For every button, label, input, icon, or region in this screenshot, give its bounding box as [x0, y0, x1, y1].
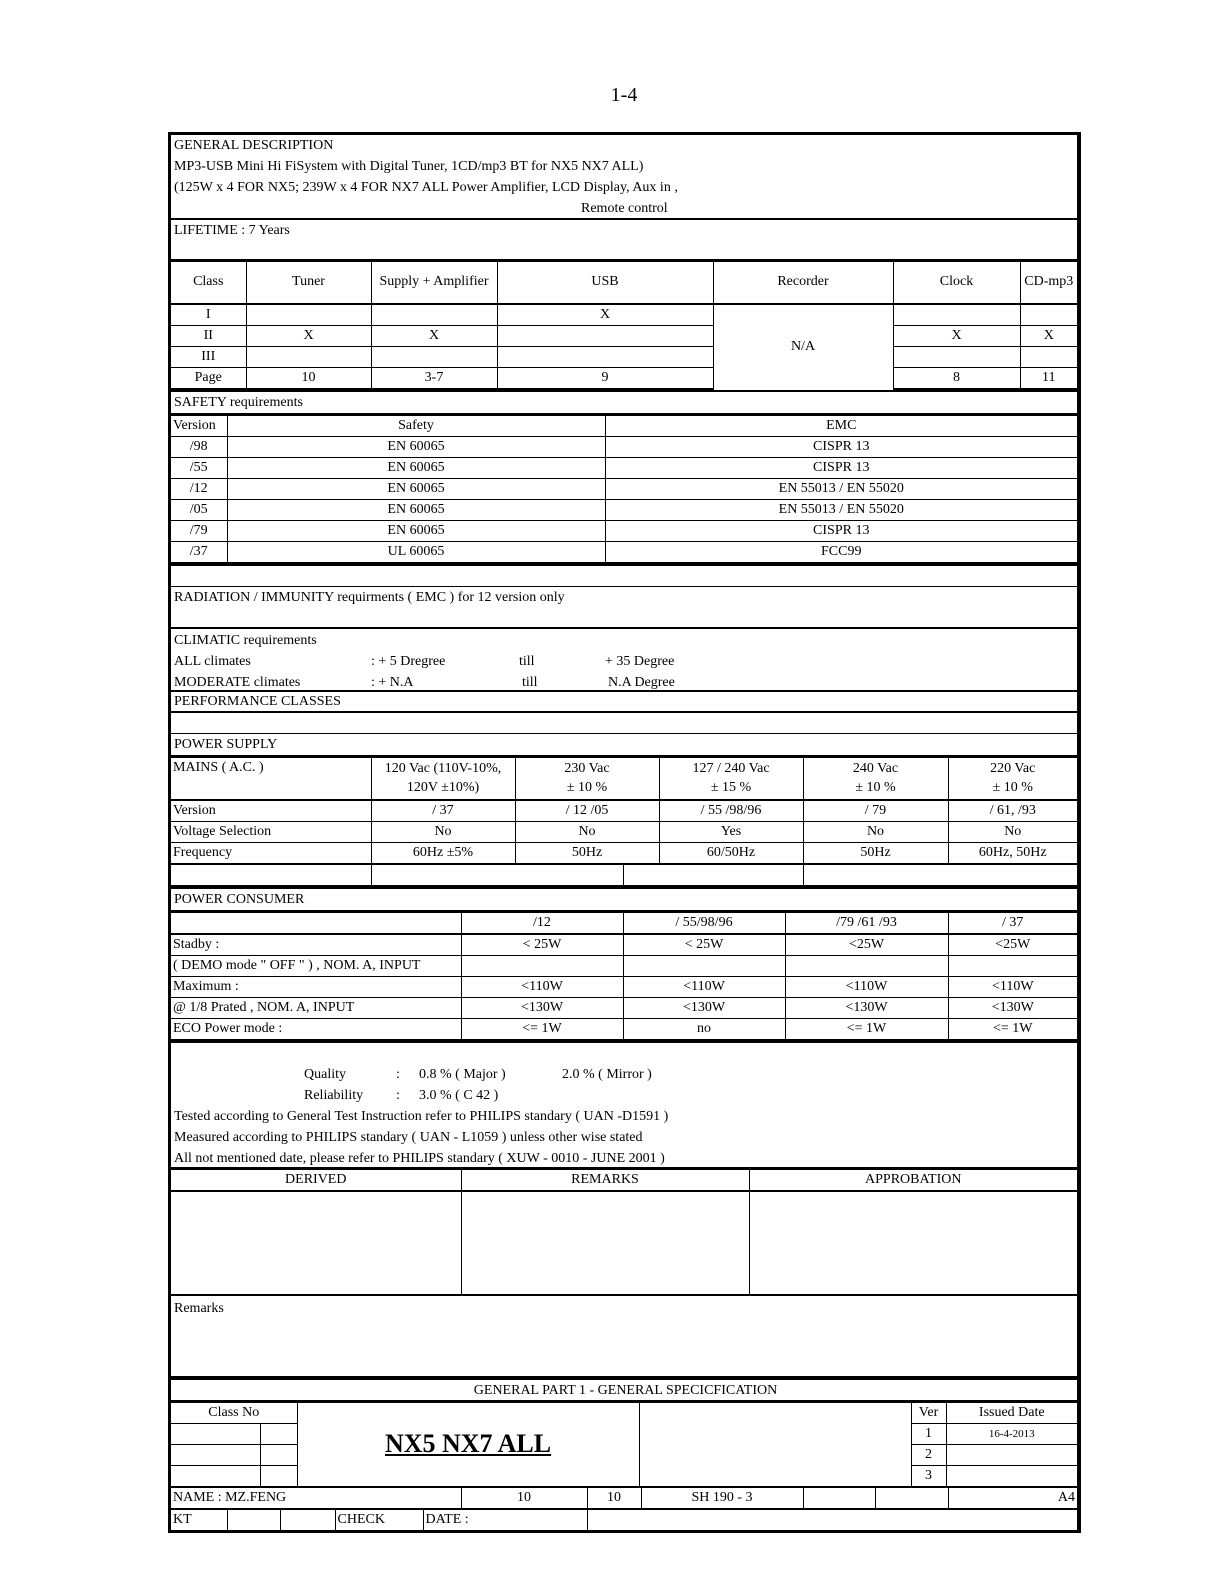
mains-line: ± 10 % [566, 780, 608, 795]
pc-header: /79 /61 /93 [785, 912, 948, 934]
table-cell: <= 1W [948, 1018, 1077, 1040]
class-row [171, 367, 1077, 389]
table-cell: / 79 [803, 800, 948, 822]
cell: 11 [1020, 367, 1077, 389]
cell: X [371, 325, 497, 346]
table-cell: < 25W [623, 934, 785, 956]
class-no-cell [260, 1465, 297, 1486]
table-row [171, 478, 1077, 499]
climate-till: till [519, 653, 535, 669]
mains-line: ± 10 % [992, 780, 1033, 795]
remarks-header: REMARKS [461, 1169, 749, 1191]
table-cell: Version [171, 800, 371, 822]
cell: X [1020, 325, 1077, 346]
class-header: Class [171, 262, 246, 304]
safety-header: EMC [605, 415, 1077, 436]
table-cell: CISPR 13 [605, 520, 1077, 541]
class-no-cell [171, 1444, 260, 1465]
table-cell: EN 60065 [227, 478, 605, 499]
cell [246, 346, 371, 367]
climatic [171, 629, 1077, 692]
pc-header: / 55/98/96 [623, 912, 785, 934]
safety-title: SAFETY requirements [171, 392, 1077, 415]
paper-size: A4 [948, 1487, 1077, 1508]
reliability-value: 3.0 % ( C 42 ) [419, 1087, 499, 1103]
table-cell: 60Hz ±5% [371, 842, 515, 863]
quality-section [171, 1043, 1077, 1169]
power-consumer-title: POWER CONSUMER [171, 889, 1077, 912]
class-no-cell [260, 1444, 297, 1465]
table-cell: 60Hz, 50Hz [948, 842, 1077, 863]
cell: 9 [497, 367, 713, 389]
lifetime [171, 220, 1077, 261]
table-cell: <110W [461, 976, 623, 997]
general-description [171, 135, 1077, 220]
table-cell: / 12 /05 [515, 800, 659, 822]
class-row [171, 325, 1077, 346]
climatic-row [171, 672, 1077, 693]
note: Measured according to PHILIPS standary ( UAN - L1059 ) unless other wise stated [174, 1129, 643, 1145]
table-cell: <130W [623, 997, 785, 1018]
table-cell: UL 60065 [227, 541, 605, 563]
table-cell [785, 955, 948, 976]
table-cell: / 37 [371, 800, 515, 822]
class-no-label: Class No [171, 1402, 297, 1423]
ver-label: Ver [911, 1402, 946, 1423]
derived-header: DERIVED [171, 1169, 461, 1191]
table-cell: <= 1W [785, 1018, 948, 1040]
general-title: GENERAL DESCRIPTION [174, 138, 334, 153]
separator: : [396, 1066, 400, 1082]
mains-line: ± 15 % [710, 780, 752, 795]
safety-header: Safety [227, 415, 605, 436]
table-cell: <25W [785, 934, 948, 956]
power-consumer-table [171, 912, 1077, 1043]
table-cell: <110W [948, 976, 1077, 997]
table-cell: Frequency [171, 842, 371, 863]
class-table [171, 261, 1077, 392]
class-header: Tuner [246, 262, 371, 304]
issued-date [946, 1465, 1077, 1486]
table-row [171, 1018, 1077, 1040]
table-cell: < 25W [461, 934, 623, 956]
table-cell: No [948, 821, 1077, 842]
table-cell: /05 [171, 499, 227, 520]
cell: Page [171, 367, 246, 389]
blank-cell [623, 864, 803, 886]
mains-value [948, 757, 1077, 800]
climate-label: MODERATE climates [174, 674, 301, 690]
table-row [171, 955, 1077, 976]
climatic-title: CLIMATIC requirements [174, 632, 317, 648]
reliability-label: Reliability [304, 1087, 364, 1103]
blank-cell [803, 864, 1077, 886]
table-cell: /12 [171, 478, 227, 499]
mains-value [659, 757, 803, 800]
cell: I [171, 304, 246, 326]
table-cell: Stadby : [171, 934, 461, 956]
cell [246, 304, 371, 326]
table-cell: Maximum : [171, 976, 461, 997]
radiation [171, 587, 1077, 629]
table-cell: no [623, 1018, 785, 1040]
cell [1020, 304, 1077, 326]
quality-label: Quality [304, 1066, 346, 1082]
table-cell: No [371, 821, 515, 842]
cell: 10 [246, 367, 371, 389]
table-cell: Voltage Selection [171, 821, 371, 842]
mains-value [515, 757, 659, 800]
blank-cell [227, 1509, 280, 1530]
kt-label: KT [171, 1509, 227, 1530]
table-cell: <130W [461, 997, 623, 1018]
table-cell: No [803, 821, 948, 842]
footer-title-text: GENERAL PART 1 - GENERAL SPECICFICATION [473, 1382, 778, 1398]
table-cell: /55 [171, 457, 227, 478]
general-line3: Remote control [581, 201, 668, 216]
table-cell: EN 60065 [227, 499, 605, 520]
table-cell: No [515, 821, 659, 842]
table-cell: 60/50Hz [659, 842, 803, 863]
quality-minor: 2.0 % ( Mirror ) [562, 1066, 652, 1082]
spec-sheet [168, 132, 1081, 1533]
climate-max: N.A Degree [608, 674, 675, 690]
table-row [171, 800, 1077, 822]
blank-cell [587, 1509, 1077, 1530]
power-supply-table [171, 757, 1077, 889]
class-row [171, 304, 1077, 326]
cell: X [246, 325, 371, 346]
blank-cell [803, 1487, 875, 1508]
safety-header: Version [171, 415, 227, 436]
table-row [171, 520, 1077, 541]
table-cell: /37 [171, 541, 227, 563]
class-row [171, 346, 1077, 367]
climate-min: : + 5 Dregree [371, 653, 446, 669]
mains-value [371, 757, 515, 800]
table-row [171, 436, 1077, 457]
table-cell: ( DEMO mode " OFF " ) , NOM. A, INPUT [171, 955, 461, 976]
separator: : [396, 1087, 400, 1103]
quality-major: 0.8 % ( Major ) [419, 1066, 506, 1082]
table-row [171, 997, 1077, 1018]
approbation-box [749, 1191, 1077, 1294]
climate-till: till [522, 674, 538, 690]
class-header: USB [497, 262, 713, 304]
table-cell: FCC99 [605, 541, 1077, 563]
field-n1: 10 [461, 1487, 587, 1508]
remarks-box [461, 1191, 749, 1294]
table-cell: 50Hz [515, 842, 659, 863]
table-cell: CISPR 13 [605, 457, 1077, 478]
table-row [171, 821, 1077, 842]
class-no-cell [171, 1465, 260, 1486]
table-cell [461, 955, 623, 976]
cell: 3-7 [371, 367, 497, 389]
cell: X [497, 304, 713, 326]
remarks-label: Remarks [174, 1300, 224, 1316]
table-cell: <= 1W [461, 1018, 623, 1040]
blank-row [171, 566, 1077, 587]
mains-line: ± 10 % [855, 780, 896, 795]
table-cell: / 61, /93 [948, 800, 1077, 822]
table-cell: /98 [171, 436, 227, 457]
mains-line: 230 Vac [564, 761, 610, 776]
cell [893, 346, 1020, 367]
mains-line: 120V ±10%) [406, 780, 480, 795]
table-cell: ECO Power mode : [171, 1018, 461, 1040]
blank-cell [875, 1487, 948, 1508]
table-row [171, 934, 1077, 956]
cell [497, 346, 713, 367]
table-cell: <110W [785, 976, 948, 997]
ver-number: 2 [911, 1444, 946, 1465]
blank-row [171, 713, 1077, 734]
performance [171, 692, 1077, 713]
power-supply-title: POWER SUPPLY [171, 734, 1077, 757]
title-block [171, 1402, 1077, 1530]
field-n2: 10 [587, 1487, 641, 1508]
note: All not mentioned date, please refer to PHILIPS standary ( XUW - 0010 - JUNE 2001 ) [174, 1150, 665, 1166]
page-number: 1-4 [610, 84, 638, 106]
issued-label: Issued Date [946, 1402, 1077, 1423]
table-cell: <130W [785, 997, 948, 1018]
table-cell: CISPR 13 [605, 436, 1077, 457]
quality-row [171, 1064, 1077, 1085]
table-cell: EN 60065 [227, 520, 605, 541]
blank-cell [171, 864, 371, 886]
blank-cell [639, 1402, 911, 1486]
general-line2: (125W x 4 FOR NX5; 239W x 4 FOR NX7 ALL Power Amplifier, LCD Display, Aux in , [174, 180, 678, 195]
class-no-cell [260, 1423, 297, 1444]
blank-cell [371, 864, 623, 886]
issued-date [946, 1444, 1077, 1465]
climate-max: + 35 Degree [605, 653, 675, 669]
reliability-row [171, 1085, 1077, 1106]
blank-cell [280, 1509, 335, 1530]
pc-header: /12 [461, 912, 623, 934]
cell [497, 325, 713, 346]
table-cell [623, 955, 785, 976]
safety-table [171, 415, 1077, 566]
class-header: Clock [893, 262, 1020, 304]
mains-value [803, 757, 948, 800]
recorder-na: N/A [713, 304, 893, 389]
cell [893, 304, 1020, 326]
class-header: Recorder [713, 262, 893, 304]
issued-date: 16-4-2013 [946, 1423, 1077, 1444]
cell [1020, 346, 1077, 367]
table-cell: / 55 /98/96 [659, 800, 803, 822]
derived-box [171, 1191, 461, 1294]
table-row [171, 976, 1077, 997]
table-cell: <130W [948, 997, 1077, 1018]
cell [371, 304, 497, 326]
table-row [171, 457, 1077, 478]
cell: 8 [893, 367, 1020, 389]
performance-title: PERFORMANCE CLASSES [174, 693, 341, 709]
approval-table [171, 1169, 1077, 1296]
cell: III [171, 346, 246, 367]
ver-number: 3 [911, 1465, 946, 1486]
check-label: CHECK [335, 1509, 423, 1530]
table-cell: 50Hz [803, 842, 948, 863]
climate-label: ALL climates [174, 653, 251, 669]
mains-label: MAINS ( A.C. ) [171, 757, 371, 800]
pc-header [171, 912, 461, 934]
table-row [171, 541, 1077, 563]
remarks [171, 1296, 1077, 1380]
sheet-number: SH 190 - 3 [641, 1487, 803, 1508]
class-header: Supply + Amplifier [371, 262, 497, 304]
table-cell: /79 [171, 520, 227, 541]
mains-line: 127 / 240 Vac [692, 761, 770, 776]
table-cell: <25W [948, 934, 1077, 956]
date-label: DATE : [423, 1509, 587, 1530]
table-cell: EN 55013 / EN 55020 [605, 499, 1077, 520]
author-name: NAME : MZ.FENG [171, 1487, 461, 1508]
pc-header: / 37 [948, 912, 1077, 934]
cell: II [171, 325, 246, 346]
lifetime-text: LIFETIME : 7 Years [174, 223, 290, 238]
note: Tested according to General Test Instruction refer to PHILIPS standary ( UAN -D1591 ) [174, 1108, 669, 1124]
general-line1: MP3-USB Mini Hi FiSystem with Digital Tuner, 1CD/mp3 BT for NX5 NX7 ALL) [174, 159, 644, 174]
table-cell: @ 1/8 Prated , NOM. A, INPUT [171, 997, 461, 1018]
model-name: NX5 NX7 ALL [297, 1402, 639, 1486]
cell: X [893, 325, 1020, 346]
table-cell [948, 955, 1077, 976]
mains-line: 240 Vac [852, 761, 899, 776]
climatic-row [171, 651, 1077, 672]
class-no-cell [171, 1423, 260, 1444]
table-cell: EN 55013 / EN 55020 [605, 478, 1077, 499]
table-cell: Yes [659, 821, 803, 842]
table-cell: EN 60065 [227, 436, 605, 457]
table-cell: EN 60065 [227, 457, 605, 478]
radiation-text: RADIATION / IMMUNITY requirments ( EMC ) for 12 version only [174, 589, 565, 605]
approbation-header: APPROBATION [749, 1169, 1077, 1191]
class-header: CD-mp3 [1020, 262, 1077, 304]
cell [371, 346, 497, 367]
ver-number: 1 [911, 1423, 946, 1444]
table-cell: <110W [623, 976, 785, 997]
table-row [171, 842, 1077, 863]
climate-min: : + N.A [371, 674, 414, 690]
mains-line: 120 Vac (110V-10%, [384, 761, 502, 776]
table-row [171, 499, 1077, 520]
mains-line: 220 Vac [990, 761, 1036, 776]
footer-title [171, 1380, 1077, 1402]
